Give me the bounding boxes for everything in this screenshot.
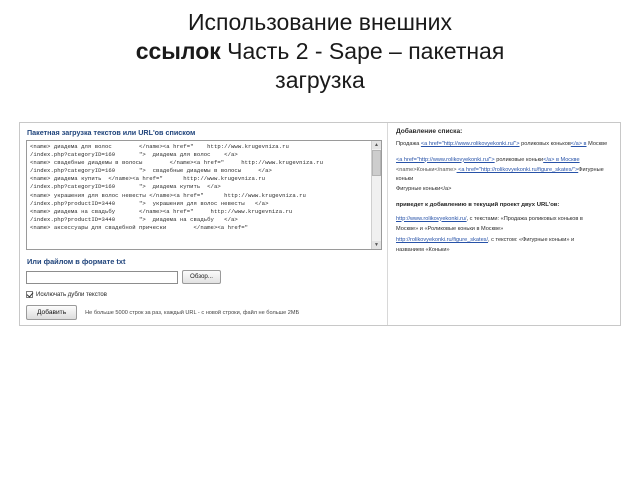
bulk-upload-header: Пакетная загрузка текстов или URL'ов списком (27, 128, 196, 137)
list-item: <name> диадема на свадьбу </name><a href=" http://www.krugevniza.ru (30, 207, 293, 215)
upload-hint: Не больше 5000 строк за раз, каждый URL - с новой строки, файл не больше 2МБ (85, 309, 300, 316)
help-example-2 (396, 156, 614, 165)
list-item: <name> диадема купить </name><a href=" http://www.krugevniza.ru (30, 175, 266, 183)
help-example-3-tail: Фигурные коньки</a> (396, 186, 452, 193)
help-result-1b: Москве» и «Роликовые коньки в Москве» (396, 226, 504, 233)
title-line-2-bold: ссылок (135, 38, 221, 64)
result1-text: , с текстами: «Продажа роликовых коньков в (466, 215, 583, 222)
example1-suffix: </a> в (570, 141, 587, 147)
example3-name-tag: <name>Коньки</name> (396, 167, 457, 174)
example1-prefix: Продажа (396, 141, 421, 147)
help-example-1 (396, 140, 614, 149)
scroll-up-icon[interactable]: ▲ (372, 141, 381, 149)
help-example-3 (396, 166, 614, 183)
links-textarea[interactable] (26, 140, 382, 250)
example2-link: <a href="http://www.rolikovyekonki.ru/"> (396, 156, 495, 163)
example1-mid: роликовых коньков (519, 141, 571, 147)
result1-link: http://www.rolikovyekonki.ru/ (396, 215, 467, 222)
list-item: /index.php?categoryID=169 "> свадебные диадемы в волосы </a> (30, 167, 272, 175)
file-upload-row (26, 270, 382, 284)
example2-suffix: </a> в Москве (543, 156, 580, 163)
title-line-2-rest: Часть 2 - Sape – пакетная (220, 38, 505, 64)
page-title (40, 8, 600, 95)
file-path-input[interactable] (26, 271, 178, 284)
list-item: /index.php?productID=3440 "> диадема на свадьбу </a> (30, 215, 238, 223)
list-item: <name> украшения для волос невесты </name><a href=" http://www.krugevniza.ru (30, 191, 306, 199)
help-result-2 (396, 236, 614, 245)
help-panel (388, 123, 620, 325)
help-result-2b: названием «Коньки» (396, 247, 450, 254)
list-item: <name> диадема для волос </name><a href=" http://www.krugevniza.ru (30, 143, 289, 150)
bulk-upload-form (20, 123, 388, 325)
example1-link: <a href="http://www.rolikovyekonki.ru/"> (420, 141, 520, 147)
exclude-duplicates-row[interactable] (26, 291, 382, 298)
scroll-thumb[interactable] (372, 150, 381, 176)
exclude-duplicates-label: Исключать дубли текстов (36, 291, 107, 298)
add-button[interactable]: Добавить (26, 305, 77, 320)
result2-text: , с текстом: «Фигурные коньки» и (488, 236, 575, 243)
example3-mid: Фигурные коньки (396, 167, 604, 182)
textarea-scrollbar[interactable] (371, 141, 381, 249)
result2-link: http://rolikovyekonki.ru/figure_skates/ (396, 236, 489, 243)
list-item: /index.php?categoryID=169 "> диадема для волос </a> (30, 151, 238, 159)
exclude-duplicates-checkbox[interactable] (26, 291, 33, 298)
list-item: <name> свадебные диадемы в волосы </name><a href=" http://www.krugevniza.ru (30, 159, 323, 167)
list-item: /index.php?productID=3440 "> украшения для волос невесты </a> (30, 199, 269, 207)
list-item: <name> аксессуары для свадебной прически </name><a href=" (30, 223, 249, 231)
example3-link: <a href="http://rolikovyekonki.ru/figure_skates/"> (456, 167, 579, 174)
help-result-1 (396, 215, 614, 224)
submit-row (26, 305, 382, 320)
help-result-title: приведет к добавлению в текущий проект двух URL'ов: (396, 201, 560, 208)
title-line-3: загрузка (275, 67, 365, 93)
example2-mid: роликовые коньки (494, 156, 544, 163)
file-section-header: Или файлом в формате txt (27, 257, 126, 266)
list-item: /index.php?categoryID=169 "> диадема купить </a> (30, 183, 221, 191)
scroll-down-icon[interactable]: ▼ (372, 241, 381, 249)
help-header: Добавление списка: (396, 128, 463, 135)
title-line-1: Использование внешних (188, 9, 452, 35)
screenshot-panel (19, 122, 621, 326)
example1-tail: Москве (588, 141, 608, 147)
browse-button[interactable]: Обзор... (182, 270, 221, 284)
